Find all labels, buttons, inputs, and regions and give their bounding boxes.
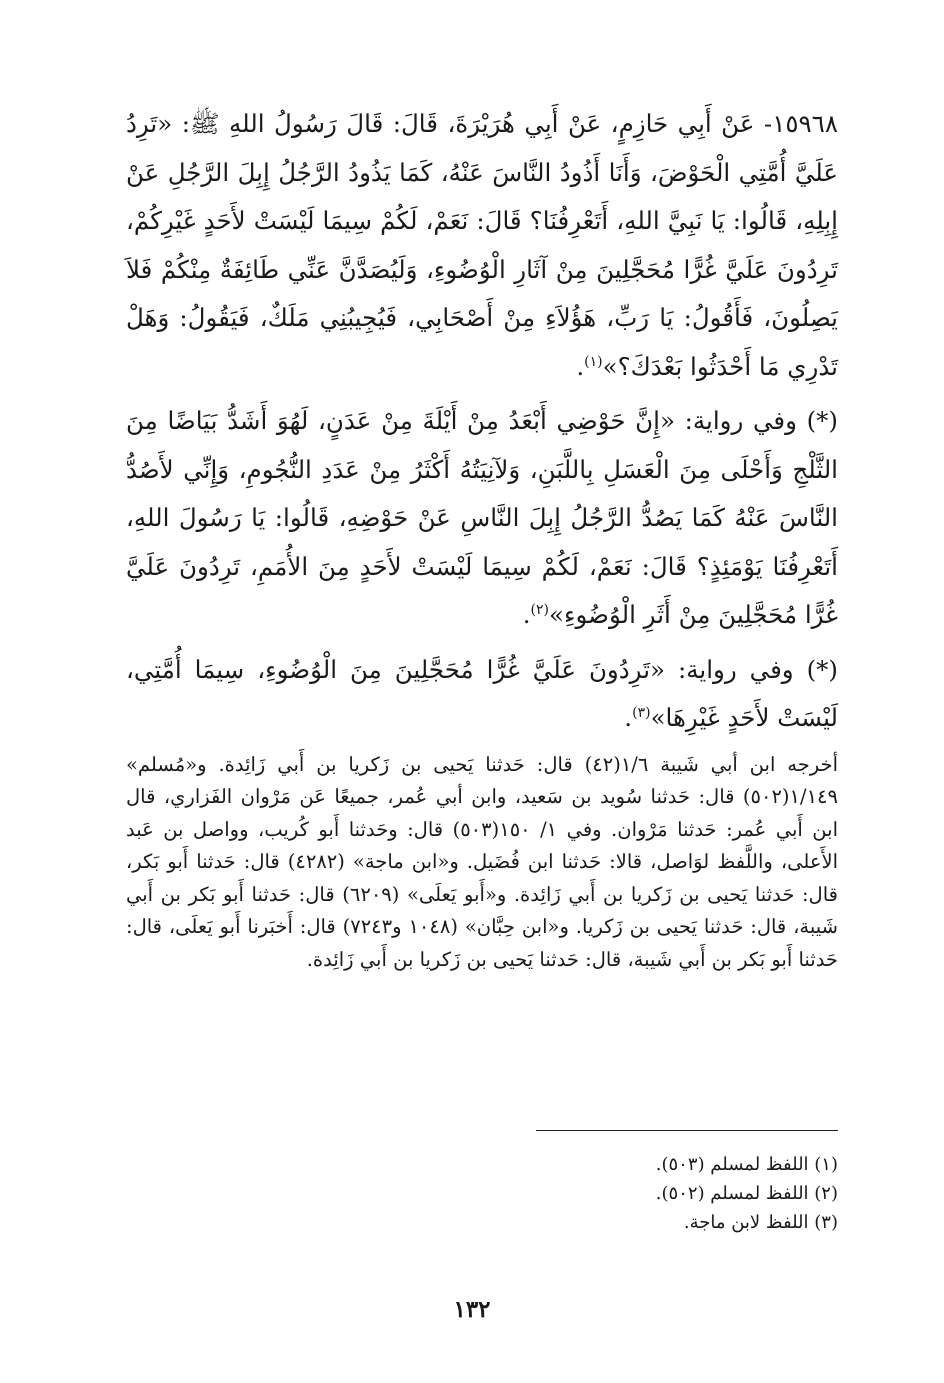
riwaya-2-text: (*) وفي رواية: «تَرِدُونَ عَلَيَّ غُرًّا مُحَجَّلِينَ مِنَ الْوُضُوءِ، سِيمَا أُمَّتِي، لَيْسَتْ لأَحَدٍ غَيْرِهَا» — [126, 654, 838, 732]
page-number: ١٣٢ — [453, 1296, 491, 1323]
period: . — [522, 600, 531, 629]
riwaya-paragraph-2 — [126, 646, 838, 743]
hadith-number-line: ١٥٩٦٨- عَنْ أَبِي حَازِمٍ، عَنْ أَبِي هُرَيْرَةَ، قَالَ: قَالَ رَسُولُ اللهِ ﷺ: — [181, 109, 838, 138]
hadith-paragraph — [126, 100, 838, 391]
riwaya-1-text: (*) وفي رواية: «إِنَّ حَوْضِي أَبْعَدُ مِنْ أَيْلَةَ مِنْ عَدَنٍ، لَهُوَ أَشَدُّ بَيَاضًا مِنَ الثَّلْجِ وَأَحْلَى مِنَ الْعَسَلِ بِاللَّبَنِ، وَلآنِيَتُهُ أَكْثَرُ مِنْ عَدَدِ النُّجُومِ، وَإِنِّي لأَصُدُّ النَّاسَ عَنْهُ كَمَا يَصُدُّ الرَّجُلُ إِبِلَ النَّاسِ عَنْ حَوْضِهِ، قَالُوا: يَا رَسُولَ اللهِ، أَتَعْرِفُنَا يَوْمَئِذٍ؟ قَالَ: نَعَمْ، لَكُمْ سِيمَا لَيْسَتْ لأَحَدٍ مِنَ الأُمَمِ، تَرِدُونَ عَلَيَّ غُرًّا مُحَجَّلِينَ مِنْ أَثَرِ الْوُضُوءِ» — [126, 406, 838, 629]
hadith-main-text: «تَرِدُ عَلَيَّ أُمَّتِي الْحَوْضَ، وَأَنَا أَذُودُ النَّاسَ عَنْهُ، كَمَا يَذُودُ الرَّجُلُ إِبِلَ الرَّجُلِ عَنْ إِبِلِهِ، قَالُوا: يَا نَبِيَّ اللهِ، أَتَعْرِفُنَا؟ قَالَ: نَعَمْ، لَكُمْ سِيمَا لَيْسَتْ لأَحَدٍ غَيْرِكُمْ، تَرِدُونَ عَلَيَّ غُرًّا مُحَجَّلِينَ مِنْ آثَارِ الْوُضُوءِ، وَلَيُصَدَّنَّ عَنِّي طَائِفَةٌ مِنْكُمْ فَلاَ يَصِلُونَ، فَأَقُولُ: يَا رَبِّ، هَؤُلاَءِ مِنْ أَصْحَابِي، فَيُجِيبُنِي مَلَكٌ، فَيَقُولُ: وَهَلْ تَدْرِي مَا أَحْدَثُوا بَعْدَكَ؟» — [126, 109, 838, 381]
page-body — [126, 100, 838, 977]
takhrij-paragraph: أخرجه ابن أبي شَيبة ١/٦(٤٢) قال: حَدثنا يَحيى بن زَكريا بن أَبي زَائِدة. و«مُسلم» ١/١٤٩(٥٠٢) قال: حَدثنا سُويد بن سَعيد، وابن أبي عُمر، جميعًا عَن مَرْوان الفَزاري، قال ابن أَبي عُمر: حَدثنا مَرْوان. وفي ١/ ١٥٠(٥٠٣) قال: وحَدثنا أَبو كُريب، وواصل بن عَبد الأَعلى، واللَّفظ لوَاصل، قالا: حَدثنا ابن فُضَيل. و«ابن ماجة» (٤٢٨٢) قال: حَدثنا أَبو بَكر، قال: حَدثنا يَحيى بن زَكريا بن أَبي زَائِدة. و«أَبو يَعلَى» (٦٢٠٩) قال: حَدثنا أَبو بَكر بن أَبي شَيبة، قال: حَدثنا يَحيى بن زَكريا. و«ابن حِبَّان» (١٠٤٨ و٧٢٤٣) قال: أَخبَرنا أَبو يَعلَى، قال: حَدثنا أَبو بَكر بن أَبي شَيبة، قال: حَدثنا يَحيى بن زَكريا بن أَبي زَائِدة. — [126, 752, 838, 972]
period: . — [624, 703, 633, 732]
footnote-1: (١) اللفظ لمسلم (٥٠٣). — [655, 1154, 838, 1175]
footnotes — [338, 1150, 838, 1237]
riwaya-paragraph-1 — [126, 397, 838, 640]
footnote-ref-1: (١) — [584, 353, 603, 370]
footnote-ref-3: (٣) — [632, 704, 651, 721]
footnote-separator — [536, 1130, 838, 1131]
period: . — [576, 351, 585, 381]
footnote-2: (٢) اللفظ لمسلم (٥٠٢). — [655, 1183, 838, 1204]
footnote-3: (٣) اللفظ لابن ماجة. — [683, 1212, 838, 1233]
footnote-ref-2: (٢) — [530, 601, 549, 618]
